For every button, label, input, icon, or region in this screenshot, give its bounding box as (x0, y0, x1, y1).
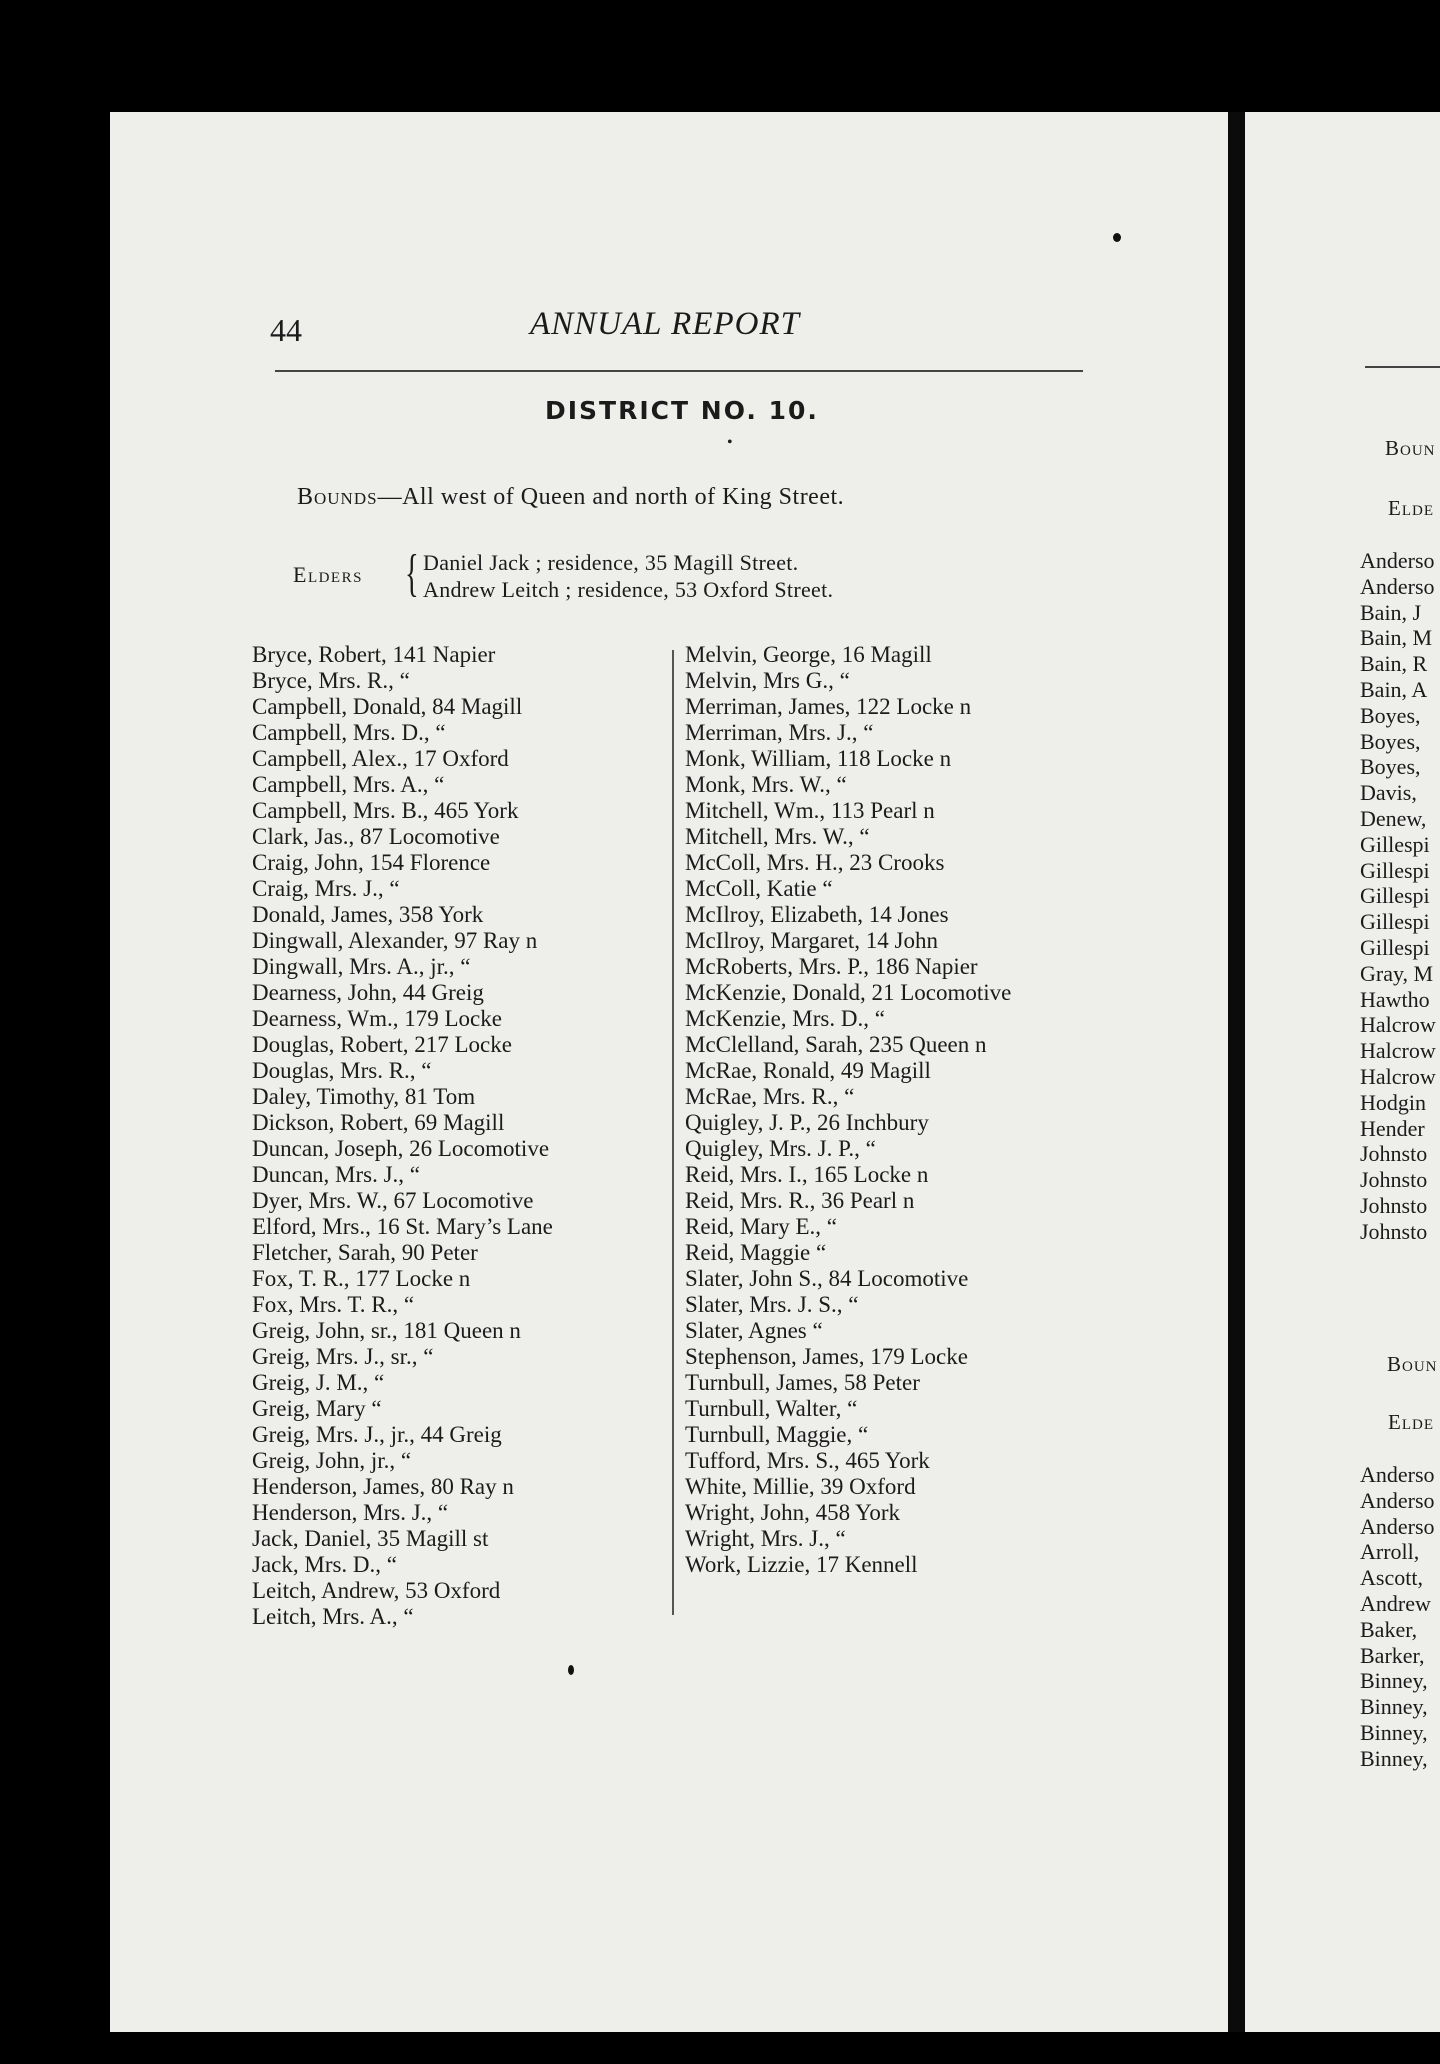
member-entry: McColl, Katie “ (685, 876, 833, 901)
facing-member-entry: Johnsto (1360, 1141, 1428, 1167)
member-entry: Daley, Timothy, 81 Tom (252, 1084, 476, 1109)
member-entry: Merriman, Mrs. J., “ (685, 720, 874, 745)
member-entry: McRae, Mrs. R., “ (685, 1084, 855, 1109)
facing-member-entry: Johnsto (1360, 1218, 1428, 1244)
member-entry: Mitchell, Wm., 113 Pearl n (685, 798, 935, 823)
member-entry: Slater, Agnes “ (685, 1318, 823, 1343)
member-entry: Bryce, Mrs. R., “ (252, 668, 410, 693)
facing-elders-label: Elde (1388, 496, 1434, 520)
header-rule (275, 370, 1083, 372)
facing-member-entry: Hodgin (1360, 1089, 1426, 1115)
member-entry: Campbell, Mrs. B., 465 York (252, 798, 519, 823)
elder-entry: Daniel Jack ; residence, 35 Magill Street. (423, 550, 799, 575)
member-entry: Tufford, Mrs. S., 465 York (685, 1448, 930, 1473)
member-entry: Dearness, Wm., 179 Locke (252, 1006, 502, 1031)
member-entry: McIlroy, Margaret, 14 John (685, 928, 938, 953)
member-entry: Dickson, Robert, 69 Magill (252, 1110, 505, 1135)
facing-member-entry: Gillespi (1360, 909, 1430, 935)
facing-member-entry: Halcrow (1360, 1038, 1436, 1064)
facing-members-list (1360, 548, 1436, 1245)
bounds-line (297, 484, 844, 511)
facing-member-entry: Hender (1360, 1115, 1425, 1141)
facing-member-entry: Denew, (1360, 805, 1427, 831)
member-entry: Reid, Mary E., “ (685, 1214, 838, 1239)
member-entry: Elford, Mrs., 16 St. Mary’s Lane (252, 1214, 553, 1239)
facing-member-entry: Binney, (1360, 1719, 1428, 1745)
elder-entry: Andrew Leitch ; residence, 53 Oxford Street. (423, 577, 834, 602)
member-entry: Reid, Mrs. R., 36 Pearl n (685, 1188, 915, 1213)
bounds-text: —All west of Queen and north of King Street. (377, 484, 845, 510)
member-entry: Dyer, Mrs. W., 67 Locomotive (252, 1188, 534, 1213)
member-entry: Greig, John, jr., “ (252, 1448, 412, 1473)
member-entry: McRae, Ronald, 49 Magill (685, 1058, 931, 1083)
member-entry: Dingwall, Alexander, 97 Ray n (252, 928, 538, 953)
member-entry: Greig, Mary “ (252, 1396, 382, 1421)
member-entry: Wright, John, 458 York (685, 1500, 901, 1525)
member-entry: Monk, William, 118 Locke n (685, 746, 952, 771)
book-gutter (1228, 112, 1245, 2032)
ink-speck (568, 1665, 574, 1675)
member-entry: Campbell, Donald, 84 Magill (252, 694, 523, 719)
facing-member-entry: Davis, (1360, 780, 1417, 806)
member-entry: Quigley, J. P., 26 Inchbury (685, 1110, 929, 1135)
member-entry: Turnbull, James, 58 Peter (685, 1370, 920, 1395)
facing-header-rule (1365, 366, 1440, 368)
facing-member-entry: Anderso (1360, 548, 1435, 573)
member-entry: Duncan, Joseph, 26 Locomotive (252, 1136, 550, 1161)
member-entry: Jack, Daniel, 35 Magill st (252, 1526, 489, 1551)
district-title: DISTRICT NO. 10. (545, 396, 819, 425)
facing-member-entry: Gillespi (1360, 831, 1430, 857)
member-entry: Greig, J. M., “ (252, 1370, 385, 1395)
facing-member-entry: Barker, (1360, 1642, 1425, 1668)
member-entry: Duncan, Mrs. J., “ (252, 1162, 420, 1187)
members-list-left (252, 642, 553, 1630)
member-entry: Monk, Mrs. W., “ (685, 772, 847, 797)
elders-label: Elders (293, 562, 363, 587)
facing-member-entry: Johnsto (1360, 1192, 1428, 1218)
member-entry: Melvin, Mrs G., “ (685, 668, 850, 693)
ink-speck (1113, 233, 1121, 242)
member-entry: McIlroy, Elizabeth, 14 Jones (685, 902, 949, 927)
member-entry: Fox, Mrs. T. R., “ (252, 1292, 415, 1317)
facing-member-entry: Boyes, (1360, 702, 1421, 728)
ornament: • (727, 434, 733, 451)
member-entry: Turnbull, Maggie, “ (685, 1422, 869, 1447)
facing-member-entry: Halcrow (1360, 1012, 1436, 1038)
facing-member-entry: Anderso (1360, 1513, 1435, 1539)
member-entry: Work, Lizzie, 17 Kennell (685, 1552, 918, 1577)
facing-member-entry: Johnsto (1360, 1167, 1428, 1193)
member-entry: Dingwall, Mrs. A., jr., “ (252, 954, 471, 979)
members-list-middle (685, 642, 1011, 1578)
member-entry: Craig, John, 154 Florence (252, 850, 491, 875)
member-entry: Fletcher, Sarah, 90 Peter (252, 1240, 478, 1265)
member-entry: Greig, Mrs. J., sr., “ (252, 1344, 434, 1369)
facing-member-entry: Bain, J (1360, 599, 1422, 625)
facing-elders-label-2: Elde (1388, 1410, 1434, 1434)
member-entry: Clark, Jas., 87 Locomotive (252, 824, 500, 849)
member-entry: Bryce, Robert, 141 Napier (252, 642, 496, 667)
facing-member-entry: Halcrow (1360, 1063, 1436, 1089)
member-entry: Mitchell, Mrs. W., “ (685, 824, 870, 849)
member-entry: Slater, Mrs. J. S., “ (685, 1292, 859, 1317)
member-entry: Leitch, Andrew, 53 Oxford (252, 1578, 501, 1603)
member-entry: Slater, John S., 84 Locomotive (685, 1266, 969, 1291)
column-divider (672, 650, 674, 1615)
facing-member-entry: Boyes, (1360, 728, 1421, 754)
member-entry: Melvin, George, 16 Magill (685, 642, 932, 667)
member-entry: Campbell, Mrs. A., “ (252, 772, 445, 797)
facing-member-entry: Hawtho (1360, 986, 1430, 1012)
member-entry: White, Millie, 39 Oxford (685, 1474, 916, 1499)
member-entry: Douglas, Robert, 217 Locke (252, 1032, 512, 1057)
member-entry: Merriman, James, 122 Locke n (685, 694, 972, 719)
member-entry: Dearness, John, 44 Greig (252, 980, 484, 1005)
facing-member-entry: Ascott, (1360, 1565, 1423, 1591)
member-entry: McKenzie, Donald, 21 Locomotive (685, 980, 1012, 1005)
member-entry: Campbell, Alex., 17 Oxford (252, 746, 509, 771)
member-entry: Donald, James, 358 York (252, 902, 484, 927)
facing-member-entry: Anderso (1360, 1487, 1435, 1513)
elders-brace: { (405, 545, 419, 602)
facing-member-entry: Boyes, (1360, 754, 1421, 780)
member-entry: McColl, Mrs. H., 23 Crooks (685, 850, 945, 875)
facing-member-entry: Andrew (1360, 1590, 1431, 1616)
facing-member-entry: Arroll, (1360, 1539, 1420, 1565)
page-number: 44 (270, 312, 302, 348)
member-entry: Douglas, Mrs. R., “ (252, 1058, 432, 1083)
member-entry: Henderson, James, 80 Ray n (252, 1474, 514, 1499)
member-entry: McClelland, Sarah, 235 Queen n (685, 1032, 987, 1057)
facing-member-entry: Bain, R (1360, 651, 1428, 677)
member-entry: Turnbull, Walter, “ (685, 1396, 858, 1421)
facing-member-entry: Binney, (1360, 1745, 1428, 1771)
member-entry: Reid, Maggie “ (685, 1240, 827, 1265)
member-entry: McRoberts, Mrs. P., 186 Napier (685, 954, 978, 979)
facing-member-entry: Gillespi (1360, 883, 1430, 909)
facing-members-list-2 (1360, 1462, 1435, 1772)
member-entry: Greig, John, sr., 181 Queen n (252, 1318, 521, 1343)
member-entry: Stephenson, James, 179 Locke (685, 1344, 968, 1369)
facing-member-entry: Anderso (1360, 573, 1435, 599)
facing-member-entry: Gillespi (1360, 857, 1430, 883)
running-title: ANNUAL REPORT (530, 306, 800, 342)
facing-member-entry: Anderso (1360, 1462, 1435, 1487)
facing-bounds-label: Boun (1385, 436, 1436, 460)
member-entry: Leitch, Mrs. A., “ (252, 1604, 414, 1629)
member-entry: Henderson, Mrs. J., “ (252, 1500, 449, 1525)
facing-member-entry: Binney, (1360, 1694, 1428, 1720)
member-entry: Wright, Mrs. J., “ (685, 1526, 846, 1551)
member-entry: Greig, Mrs. J., jr., 44 Greig (252, 1422, 502, 1447)
facing-member-entry: Bain, A (1360, 676, 1428, 702)
facing-member-entry: Gray, M (1360, 960, 1434, 986)
facing-member-entry: Binney, (1360, 1668, 1428, 1694)
member-entry: Quigley, Mrs. J. P., “ (685, 1136, 876, 1161)
member-entry: Reid, Mrs. I., 165 Locke n (685, 1162, 929, 1187)
member-entry: Craig, Mrs. J., “ (252, 876, 400, 901)
member-entry: Fox, T. R., 177 Locke n (252, 1266, 471, 1291)
facing-bounds-label-2: Boun (1387, 1352, 1438, 1376)
facing-member-entry: Gillespi (1360, 934, 1430, 960)
member-entry: Jack, Mrs. D., “ (252, 1552, 397, 1577)
facing-member-entry: Bain, M (1360, 625, 1433, 651)
member-entry: Campbell, Mrs. D., “ (252, 720, 446, 745)
bounds-label: Bounds (297, 484, 378, 510)
member-entry: McKenzie, Mrs. D., “ (685, 1006, 885, 1031)
facing-member-entry: Baker, (1360, 1616, 1418, 1642)
